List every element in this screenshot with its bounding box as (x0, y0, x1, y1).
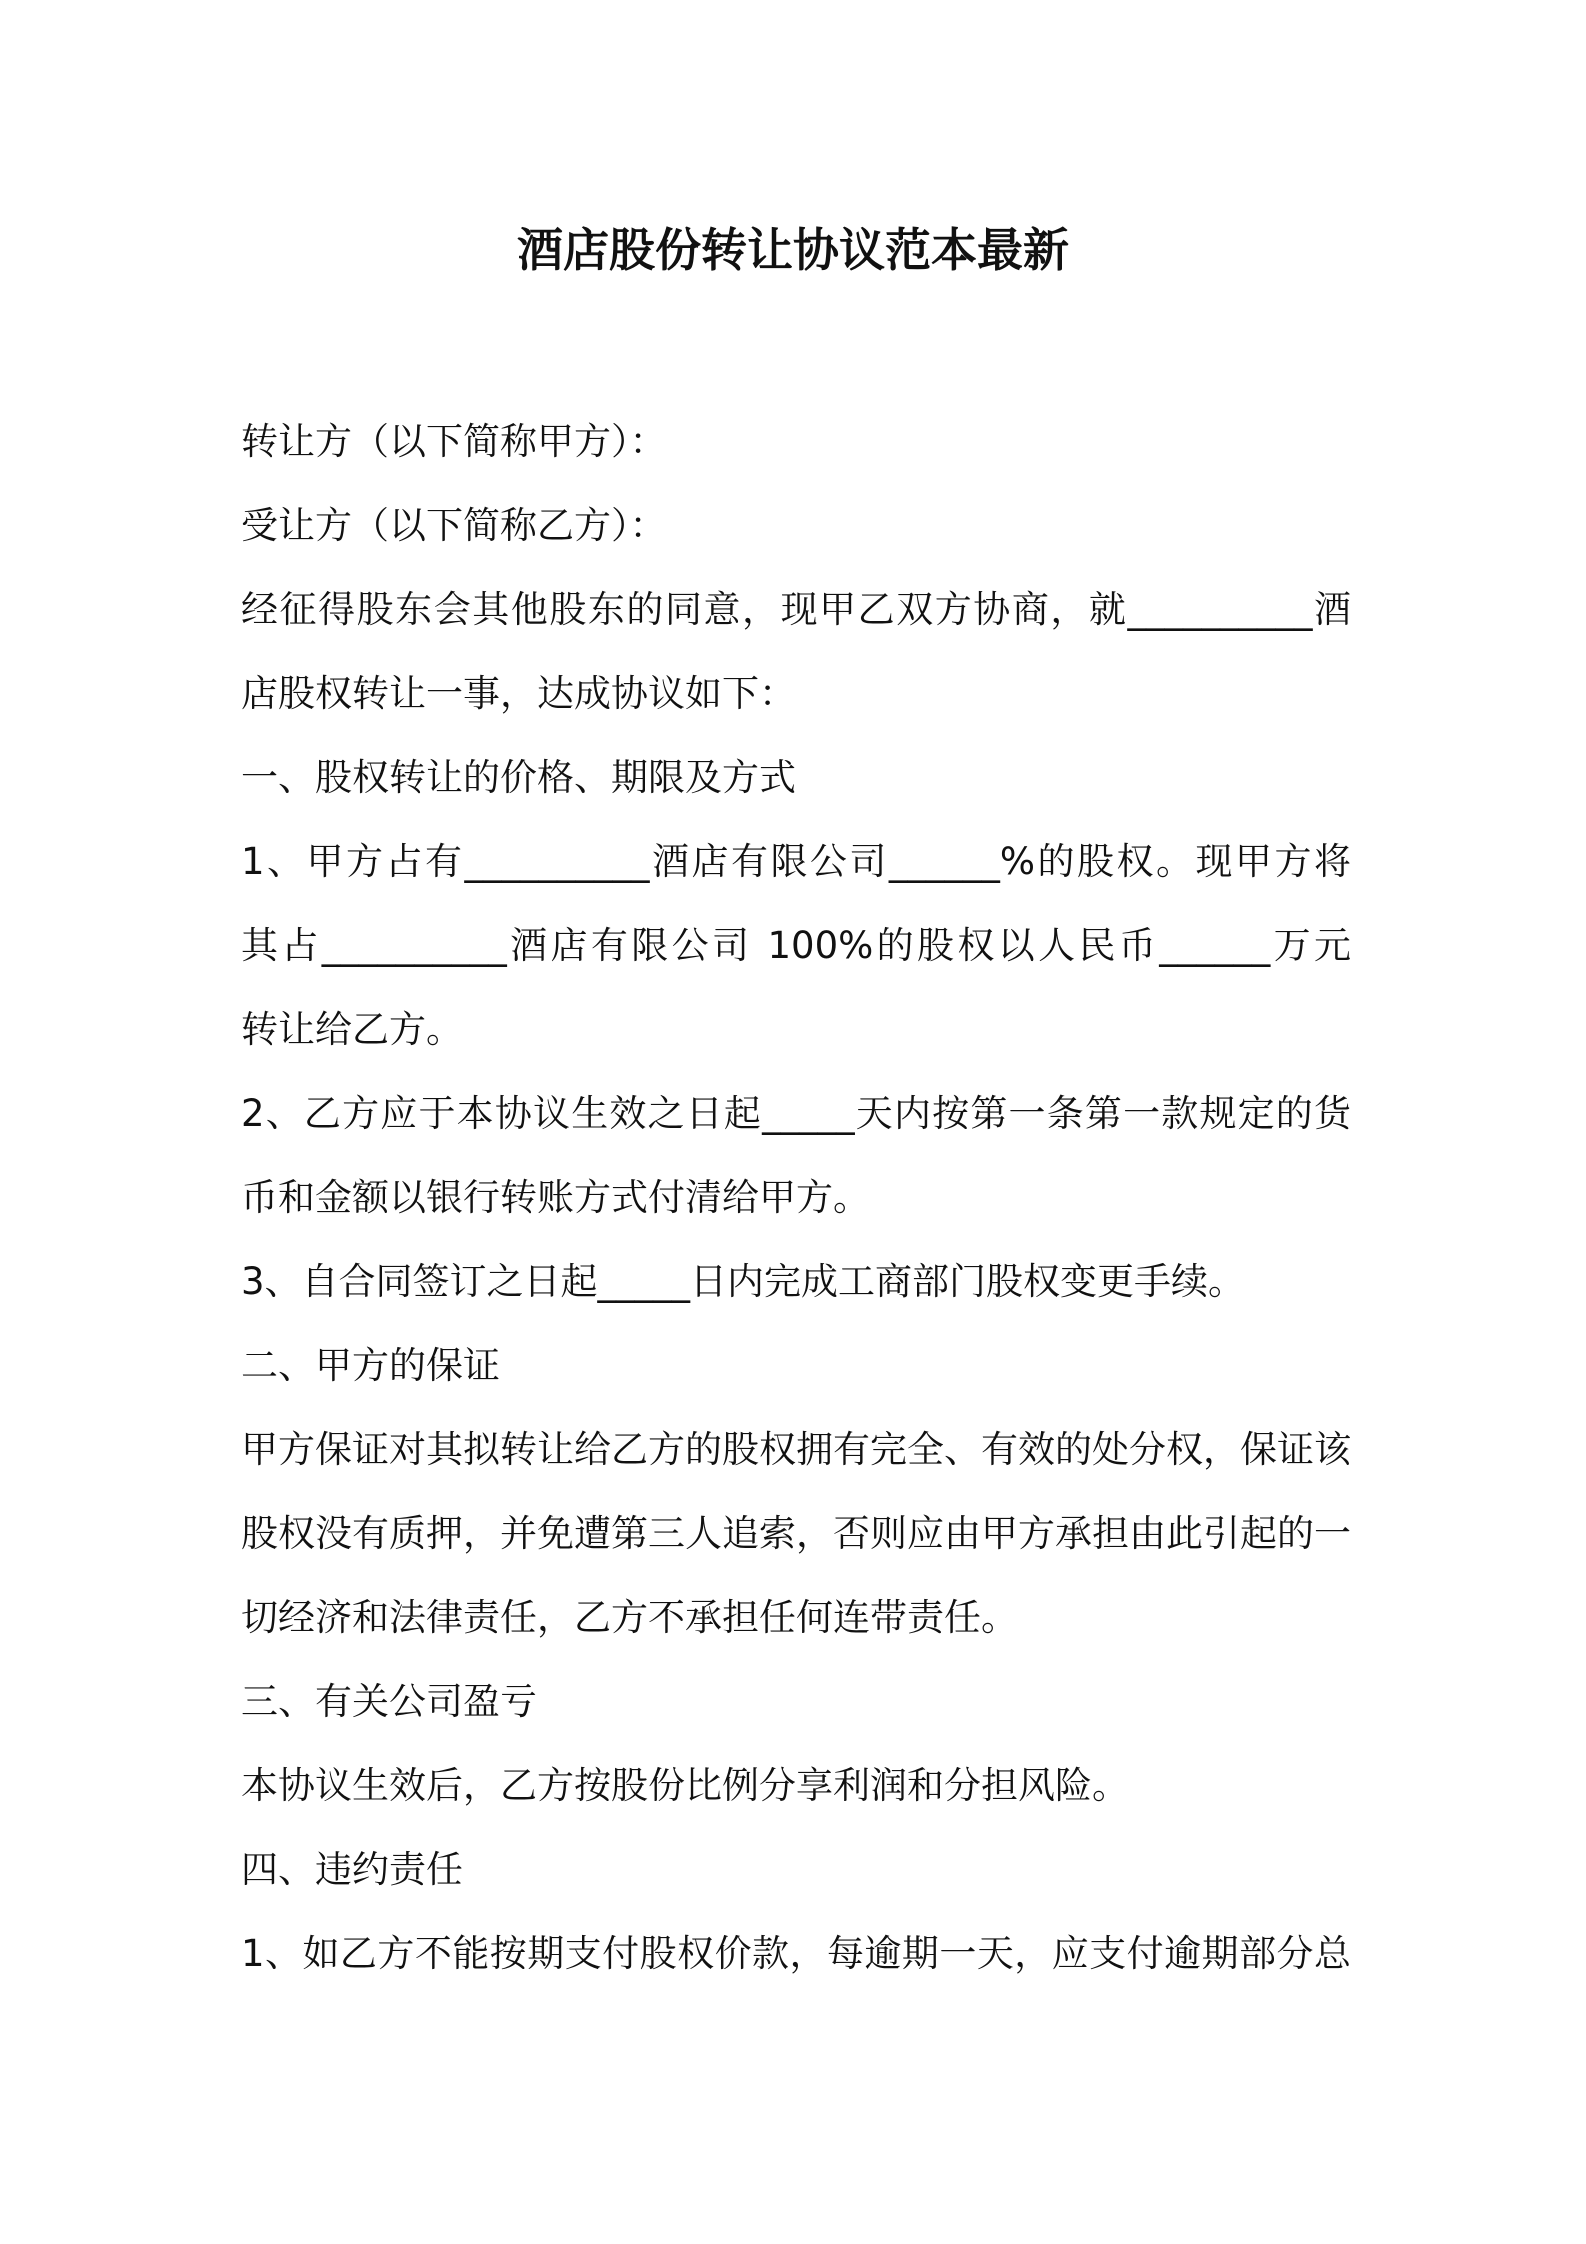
breach-clause-1-line-1: 1、如乙方不能按期支付股权价款，每逾期一天，应支付逾期部分总 (241, 1932, 1351, 1975)
guarantee-line-3: 切经济和法律责任，乙方不承担任何连带责任。 (241, 1596, 1018, 1639)
section-heading-1: 一、股权转让的价格、期限及方式 (241, 756, 796, 799)
section-heading-2: 二、甲方的保证 (241, 1344, 500, 1387)
clause-1-1-line-3: 转让给乙方。 (241, 1008, 463, 1051)
clause-1-3: 3、自合同签订之日起_____日内完成工商部门股权变更手续。 (241, 1260, 1246, 1303)
transferor-line: 转让方（以下简称甲方）： (241, 420, 667, 463)
document-body (241, 400, 1351, 1996)
section-heading-3: 三、有关公司盈亏 (241, 1680, 537, 1723)
preamble-line-1: 经征得股东会其他股东的同意，现甲乙双方协商，就__________酒 (241, 588, 1351, 631)
transferee-line: 受让方（以下简称乙方）： (241, 504, 667, 547)
preamble-line-2: 店股权转让一事，达成协议如下： (241, 672, 796, 715)
section-heading-4: 四、违约责任 (241, 1848, 463, 1891)
clause-1-1-line-1: 1、甲方占有__________酒店有限公司______%的股权。现甲方将 (241, 840, 1351, 883)
guarantee-line-2: 股权没有质押，并免遭第三人追索，否则应由甲方承担由此引起的一 (241, 1512, 1351, 1555)
clause-1-2-line-2: 币和金额以银行转账方式付清给甲方。 (241, 1176, 870, 1219)
guarantee-line-1: 甲方保证对其拟转让给乙方的股权拥有完全、有效的处分权，保证该 (241, 1428, 1351, 1471)
document-title: 酒店股份转让协议范本最新 (517, 223, 1069, 277)
clause-1-1-line-2: 其占__________酒店有限公司 100%的股权以人民币______万元 (241, 924, 1351, 967)
clause-1-2-line-1: 2、乙方应于本协议生效之日起_____天内按第一条第一款规定的货 (241, 1092, 1351, 1135)
profit-loss-line: 本协议生效后，乙方按股份比例分享利润和分担风险。 (241, 1764, 1129, 1807)
